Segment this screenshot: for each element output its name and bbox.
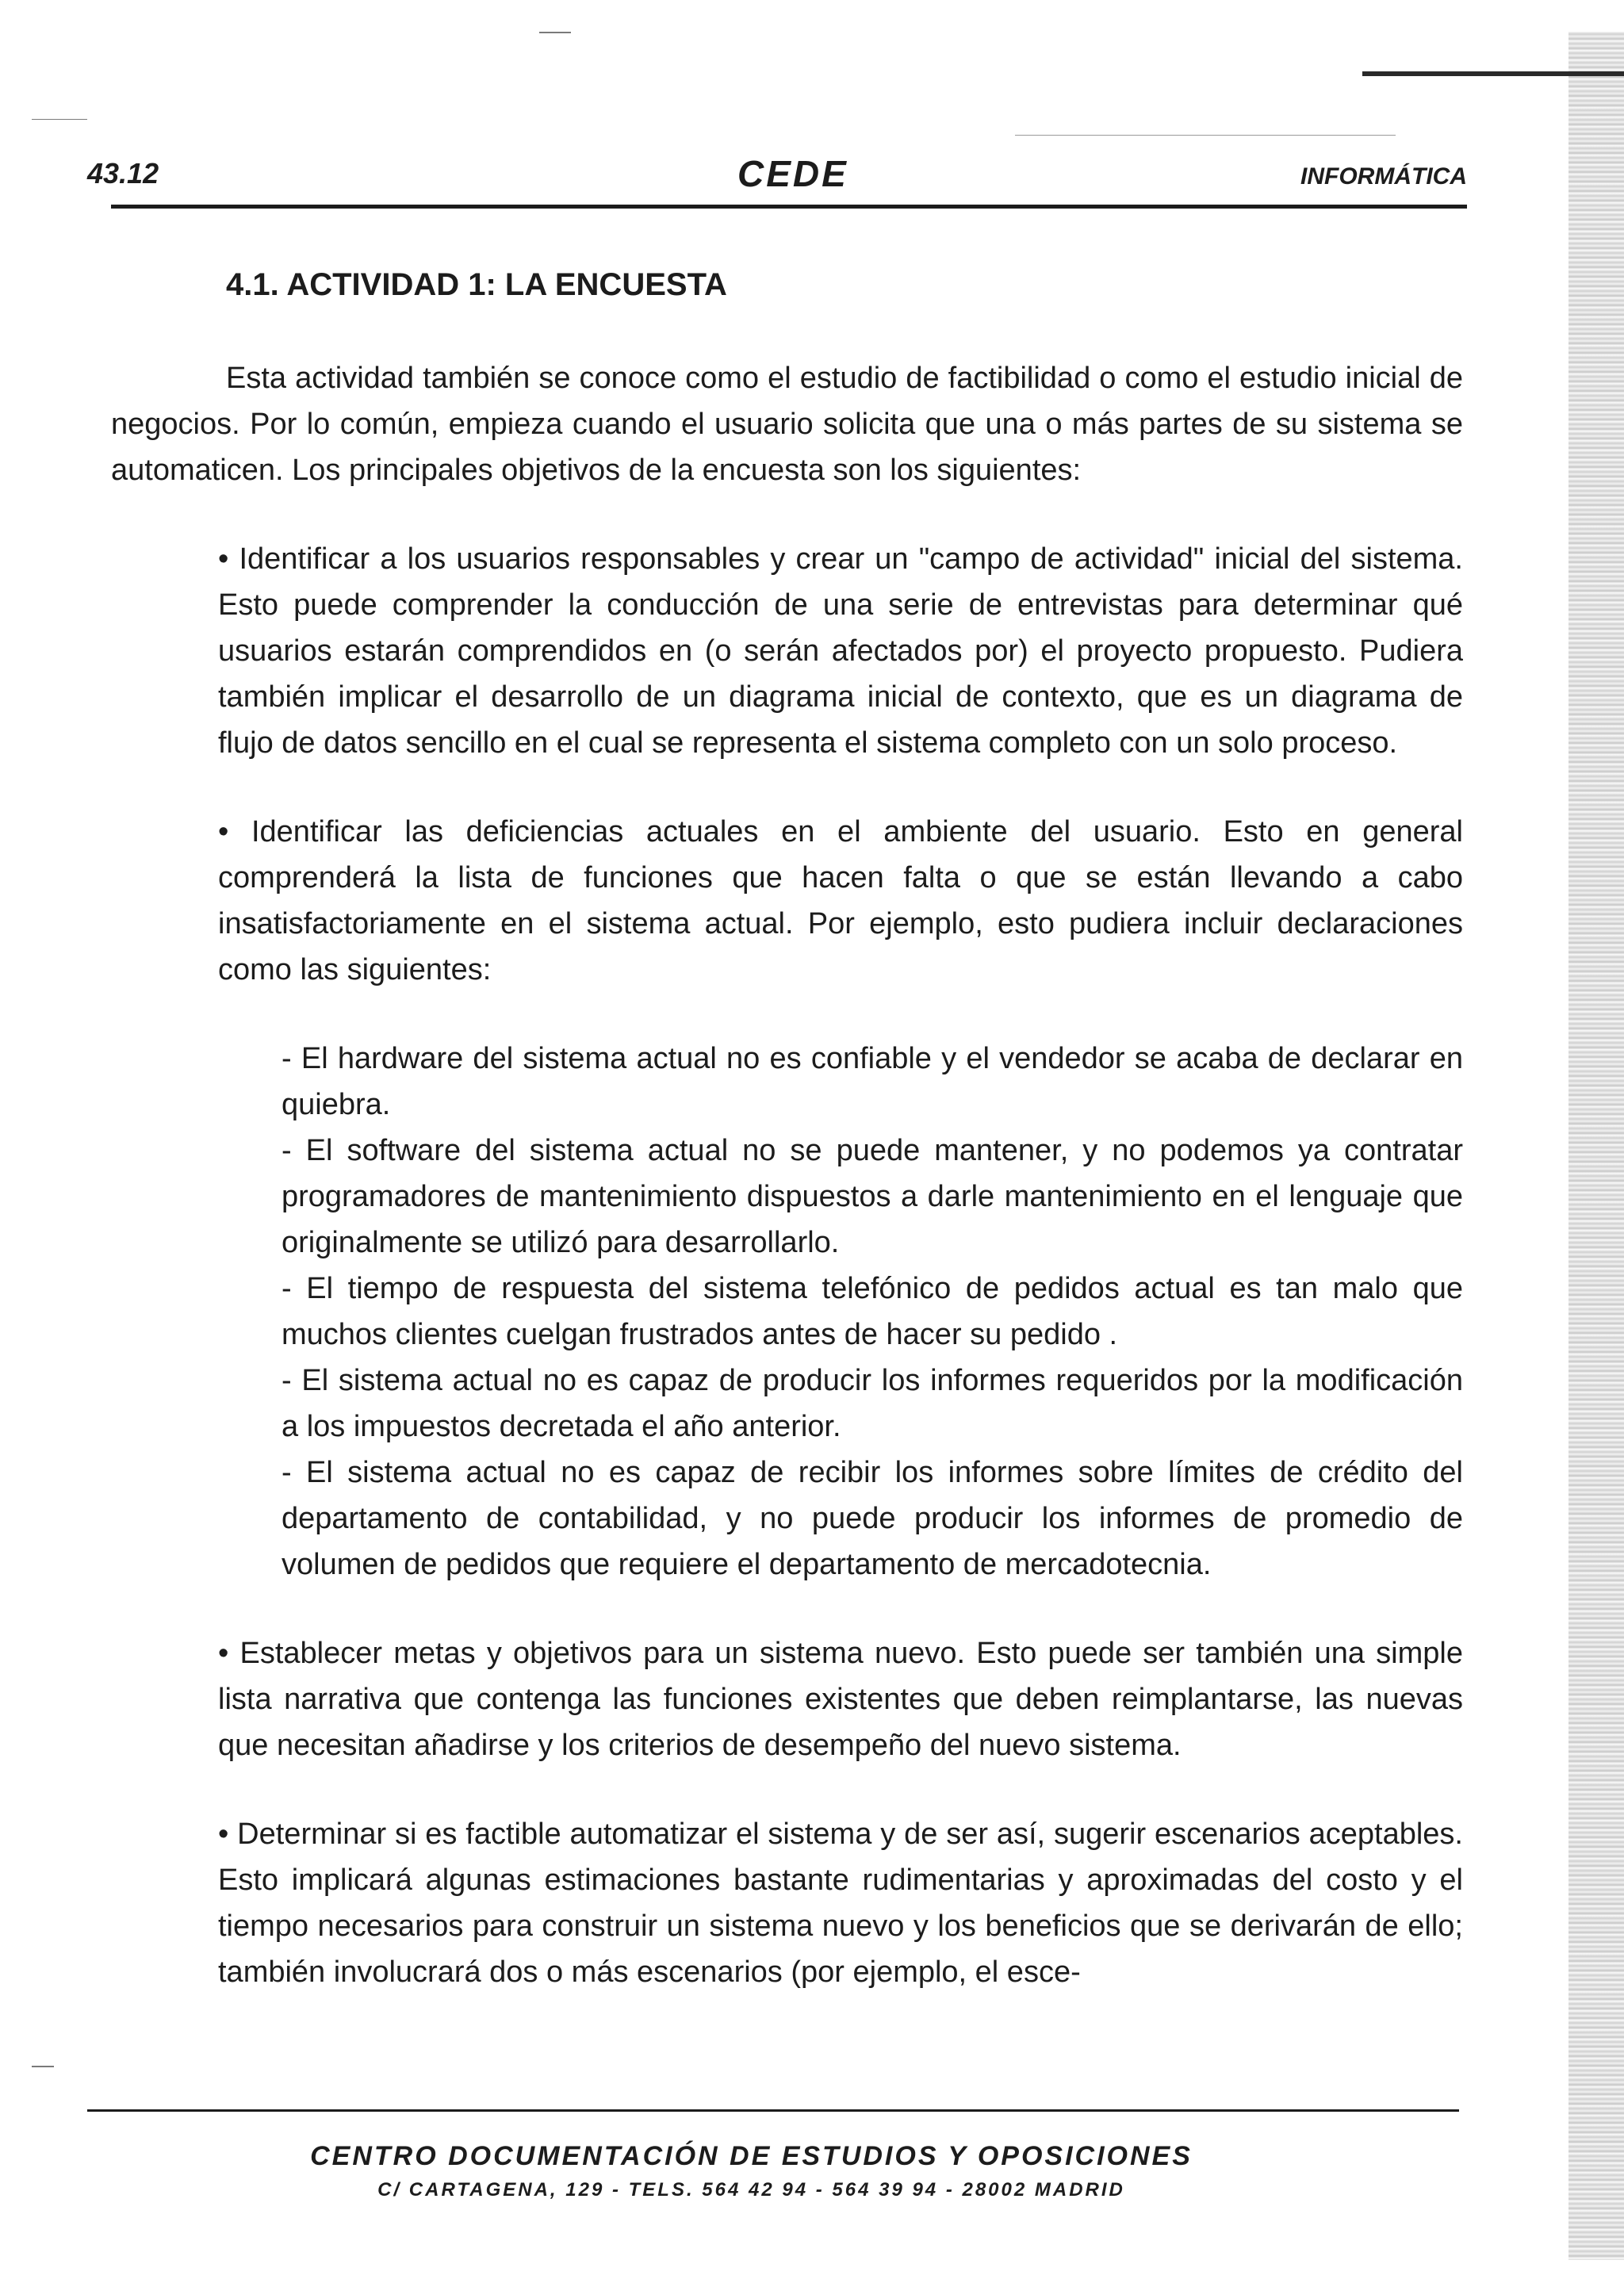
scan-noise [32, 2066, 54, 2067]
footer-organization: CENTRO DOCUMENTACIÓN DE ESTUDIOS Y OPOSICIONES [310, 2141, 1193, 2171]
subitem: - El tiempo de respuesta del sistema telefónico de pedidos actual es tan malo que muchos clientes cuelgan frustrados antes de hacer su pedido . [282, 1272, 1463, 1351]
main-content [111, 262, 1463, 2038]
page-number: 43.12 [87, 157, 159, 190]
subitem: - El sistema actual no es capaz de recibir los informes sobre límites de crédito del departamento de contabilidad, y no puede producir los informes de promedio de volumen de pedidos que requiere el departamento de mercadotecnia. [282, 1456, 1463, 1581]
bullet-item: • Determinar si es factible automatizar el sistema y de ser así, sugerir escenarios aceptables. Esto implicará algunas estimaciones bastante rudimentarias y aproximadas del costo y el tiempo necesarios para construir un sistema nuevo y los beneficios que se derivarán de ello; también involucrará dos o más escenarios (por ejemplo, el esce- [218, 1818, 1463, 1989]
bullet-item: • Identificar las deficiencias actuales en el ambiente del usuario. Esto en general comprenderá la lista de funciones que hacen falta o que se están llevando a cabo insatisfactoriamente en el sistema actual. Por ejemplo, esto pudiera incluir declaraciones como las siguientes: [218, 815, 1463, 986]
scan-noise [1015, 135, 1396, 136]
bullet-item: • Establecer metas y objetivos para un sistema nuevo. Esto puede ser también una simple lista narrativa que contenga las funciones existentes que deben reimplantarse, las nuevas que necesitan añadirse y los criterios de desempeño del nuevo sistema. [218, 1637, 1463, 1762]
scan-edge-curl [1362, 40, 1624, 76]
bullet-item: • Identificar a los usuarios responsables y crear un "campo de actividad" inicial del sistema. Esto puede comprender la conducción de una serie de entrevistas para determinar qué usuarios estarán comprendidos en (o serán afectados por) el proyecto propuesto. Pudiera también implicar el desarrollo de un diagrama inicial de contexto, que es un diagrama de flujo de datos sencillo en el cual se representa el sistema completo con un solo proceso. [218, 542, 1463, 760]
subitem-list [282, 1036, 1463, 1588]
scan-edge-shadow [1568, 32, 1624, 2260]
publisher-brand: CEDE [737, 153, 848, 194]
scan-noise [539, 32, 571, 33]
section-title: 4.1. ACTIVIDAD 1: LA ENCUESTA [226, 267, 727, 302]
intro-paragraph: Esta actividad también se conoce como el estudio de factibilidad o como el estudio inicial de negocios. Por lo común, empieza cuando el usuario solicita que una o más partes de su sistema se automaticen. Los principales objetivos de la encuesta son los siguientes: [111, 362, 1463, 487]
header-rule [111, 205, 1467, 209]
subitem: - El software del sistema actual no se puede mantener, y no podemos ya contratar programadores de mantenimiento dispuestos a darle mantenimiento en el lenguaje que originalmente se utilizó para desarrollarlo. [282, 1134, 1463, 1259]
footer-rule [87, 2109, 1459, 2112]
subitem: - El sistema actual no es capaz de producir los informes requeridos por la modificación a los impuestos decretada el año anterior. [282, 1364, 1463, 1443]
scan-noise [32, 119, 87, 120]
subitem: - El hardware del sistema actual no es confiable y el vendedor se acaba de declarar en quiebra. [282, 1042, 1463, 1121]
footer-address: C/ CARTAGENA, 129 - TELS. 564 42 94 - 564 39 94 - 28002 MADRID [377, 2179, 1125, 2201]
subject-label: INFORMÁTICA [1300, 163, 1467, 190]
